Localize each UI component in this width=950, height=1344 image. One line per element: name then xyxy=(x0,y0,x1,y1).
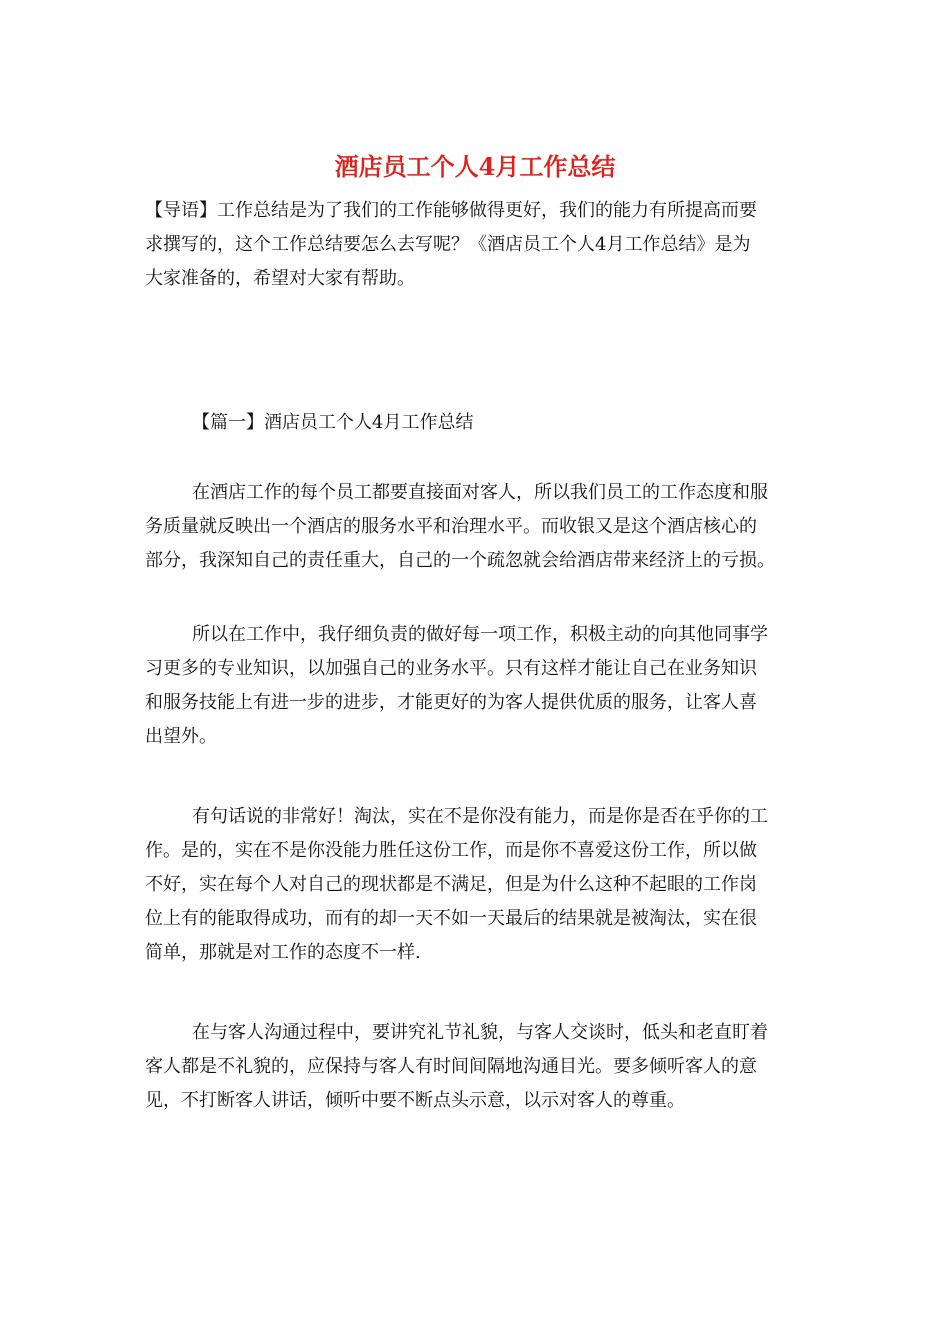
section-heading xyxy=(145,406,805,440)
paragraph-line: 和服务技能上有进一步的进步，才能更好的为客人提供优质的服务，让客人喜 xyxy=(145,692,757,713)
body-paragraph-1 xyxy=(145,476,805,578)
paragraph-line: 客人都是不礼貌的，应保持与客人有时间间隔地沟通目光。要多倾听客人的意 xyxy=(145,1056,757,1077)
paragraph-line: 所以在工作中，我仔细负责的做好每一项工作，积极主动的向其他同事学 xyxy=(192,624,768,645)
body-paragraph-4 xyxy=(145,1016,805,1118)
paragraph-line: 在酒店工作的每个员工都要直接面对客人，所以我们员工的工作态度和服 xyxy=(192,482,768,503)
paragraph-line: 在与客人沟通过程中，要讲究礼节礼貌，与客人交谈时，低头和老直盯着 xyxy=(192,1022,768,1043)
paragraph-line: 位上有的能取得成功，而有的却一天不如一天最后的结果就是被淘汰，实在很 xyxy=(145,908,757,929)
paragraph-line: 部分，我深知自己的责任重大，自己的一个疏忽就会给酒店带来经济上的亏损。 xyxy=(145,550,775,571)
intro-line: 【导语】工作总结是为了我们的工作能够做得更好，我们的能力有所提高而要 xyxy=(145,200,757,221)
intro-line: 大家准备的，希望对大家有帮助。 xyxy=(145,268,415,289)
document-title: 酒店员工个人4月工作总结 xyxy=(334,152,616,181)
paragraph-line: 见，不打断客人讲话，倾听中要不断点头示意，以示对客人的尊重。 xyxy=(145,1090,685,1111)
paragraph-line: 出望外。 xyxy=(145,726,217,747)
paragraph-line: 习更多的专业知识，以加强自己的业务水平。只有这样才能让自己在业务知识 xyxy=(145,658,757,679)
intro-paragraph xyxy=(145,194,805,296)
paragraph-line: 简单，那就是对工作的态度不一样. xyxy=(145,942,421,963)
intro-line: 求撰写的，这个工作总结要怎么去写呢？《酒店员工个人4月工作总结》是为 xyxy=(145,234,751,255)
body-paragraph-2 xyxy=(145,618,805,754)
body-paragraph-3 xyxy=(145,800,805,970)
paragraph-line: 务质量就反映出一个酒店的服务水平和治理水平。而收银又是这个酒店核心的 xyxy=(145,516,757,537)
paragraph-line: 不好，实在每个人对自己的现状都是不满足，但是为什么这种不起眼的工作岗 xyxy=(145,874,757,895)
section-heading-text: 【篇一】酒店员工个人4月工作总结 xyxy=(192,412,474,433)
paragraph-line: 有句话说的非常好！淘汰，实在不是你没有能力，而是你是否在乎你的工 xyxy=(192,806,768,827)
paragraph-line: 作。是的，实在不是你没能力胜任这份工作，而是你不喜爱这份工作，所以做 xyxy=(145,840,757,861)
